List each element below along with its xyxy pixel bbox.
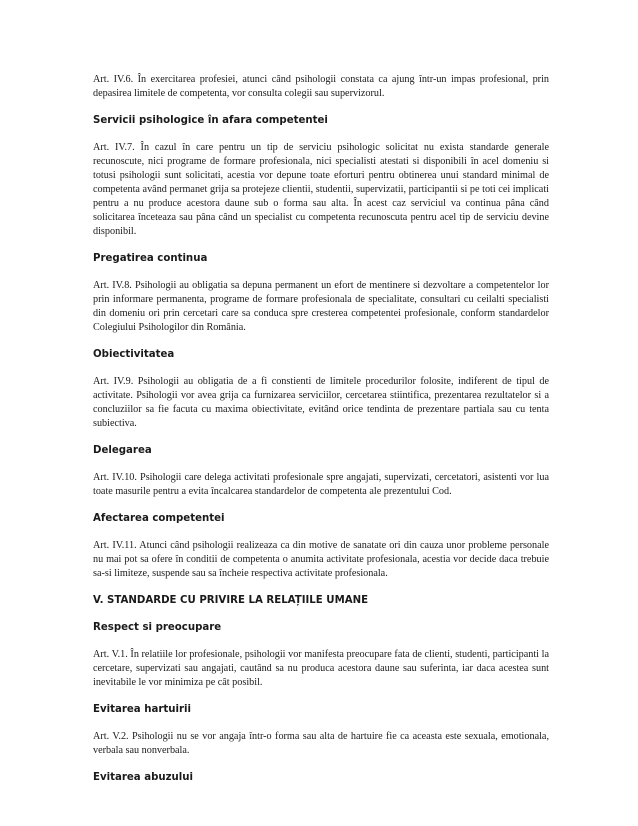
section-heading-delegarea: Delegarea xyxy=(93,445,152,456)
article-v-2: Art. V.2. Psihologii nu se vor angaja într-o forma sau alta de hartuire fie ca aceasta este sexuala, emotionala, verbala sau nonverbala. xyxy=(93,731,549,756)
section-heading-obiectivitatea: Obiectivitatea xyxy=(93,349,175,360)
section-heading-servicii: Servicii psihologice în afara competentei xyxy=(93,115,328,126)
article-iv-11: Art. IV.11. Atunci când psihologii realizeaza ca din motive de sanatate ori din cauza unor probleme personale nu mai pot sa ofere în conditii de competenta o anumita activitate profesionala, acestia vor decide daca trebuie sa-si limiteze, suspende sau sa încheie respectiva activitate profesionala. xyxy=(93,540,549,579)
article-iv-6: Art. IV.6. În exercitarea profesiei, atunci când psihologii constata ca ajung într-un impas profesional, prin depasirea limitele de competenta, vor consulta colegii sau supervizorul. xyxy=(93,74,549,99)
section-heading-abuz: Evitarea abuzului xyxy=(93,772,194,783)
section-heading-respect: Respect si preocupare xyxy=(93,622,222,633)
document-body xyxy=(93,73,549,785)
article-iv-7: Art. IV.7. În cazul în care pentru un tip de serviciu psihologic solicitat nu exista standarde generale recunoscute, nici programe de formare profesionala, nici specialisti atestati si disponibili în acel domeniu si totusi psihologii sunt solicitati, acestia vor depune toate eforturi pentru obtinerea unui standard minimal de competenta având permanet grija sa protejeze clientii, studentii, supervizatii, participantii si pe toti cei implicati pentru a nu produce acestora daune sub o forma sau alta. În acest caz serviciul va continua pâna când solicitarea înceteaza sau pâna când un specialist cu competenta recunoscuta pentru acel tip de serviciu devine disponibil. xyxy=(93,142,549,237)
section-heading-afectarea: Afectarea competentei xyxy=(93,513,225,524)
section-heading-pregatire: Pregatirea continua xyxy=(93,253,208,264)
section-heading-hartuire: Evitarea hartuirii xyxy=(93,704,191,715)
article-iv-10: Art. IV.10. Psihologii care delega activitati profesionale spre angajati, supervizati, cercetatori, asistenti vor lua toate masurile pentru a evita încalcarea standardelor de competenta ale prezentului Cod. xyxy=(93,472,549,497)
chapter-heading-v: V. STANDARDE CU PRIVIRE LA RELAȚIILE UMANE xyxy=(93,595,369,606)
article-iv-8: Art. IV.8. Psihologii au obligatia sa depuna permanent un efort de mentinere si dezvoltare a competentelor lor prin informare permanenta, programe de formare profesionala de specialitate, consultari cu ceilalti specialisti din domeniu ori prin cercetari care sa conduca spre cresterea competentei profesionale, conform standardelor Colegiului Psihologilor din România. xyxy=(93,280,549,333)
article-iv-9: Art. IV.9. Psihologii au obligatia de a fi constienti de limitele procedurilor folosite, indiferent de tipul de activitate. Psihologii vor avea grija ca furnizarea serviciilor, cercetarea stiintifica, prezentarea rezultatelor si a concluziilor sa fie facuta cu maxima obiectivitate, evitând orice tendinta de prezentare partiala sau cu tenta subiectiva. xyxy=(93,376,549,429)
article-v-1: Art. V.1. În relatiile lor profesionale, psihologii vor manifesta preocupare fata de clienti, studenti, participanti la cercetare, supervizati sau angajati, cautând sa nu produca acestora daune sau suferinta, iar daca acestea sunt inevitabile le vor minimiza pe cât posibil. xyxy=(93,649,549,688)
